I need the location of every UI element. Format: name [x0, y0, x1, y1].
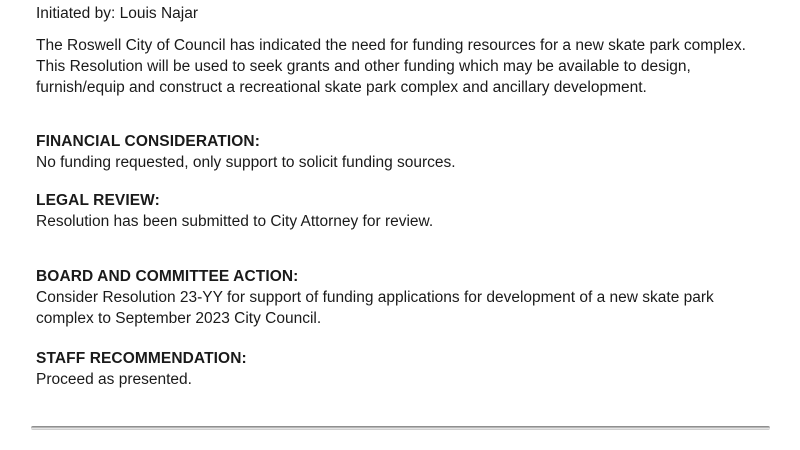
- section-financial-consideration: [36, 131, 772, 173]
- section-body-line: complex to September 2023 City Council.: [36, 310, 322, 327]
- section-legal-review: [36, 190, 772, 232]
- section-board-and-committee-action: [36, 266, 772, 329]
- section-body-line: Proceed as presented.: [36, 371, 192, 388]
- section-body-line: Consider Resolution 23-YY for support of funding applications for development of a new skate park: [36, 289, 714, 306]
- section-body-line: No funding requested, only support to solicit funding sources.: [36, 154, 456, 171]
- intro-line-3: furnish/equip and construct a recreational skate park complex and ancillary development.: [36, 79, 647, 96]
- initiated-by-line: Initiated by: Louis Najar: [36, 5, 198, 22]
- section-heading-financial-consideration: FINANCIAL CONSIDERATION:: [36, 133, 260, 150]
- section-heading-board-and-committee-action: BOARD AND COMMITTEE ACTION:: [36, 268, 299, 285]
- intro-paragraph: [36, 35, 772, 98]
- section-staff-recommendation: [36, 348, 772, 390]
- horizontal-rule: [31, 426, 770, 430]
- section-heading-legal-review: LEGAL REVIEW:: [36, 192, 160, 209]
- intro-line-2: This Resolution will be used to seek grants and other funding which may be available to design,: [36, 58, 691, 75]
- intro-line-1: The Roswell City of Council has indicated the need for funding resources for a new skate park complex.: [36, 37, 746, 54]
- section-body-line: Resolution has been submitted to City Attorney for review.: [36, 213, 434, 230]
- section-heading-staff-recommendation: STAFF RECOMMENDATION:: [36, 350, 247, 367]
